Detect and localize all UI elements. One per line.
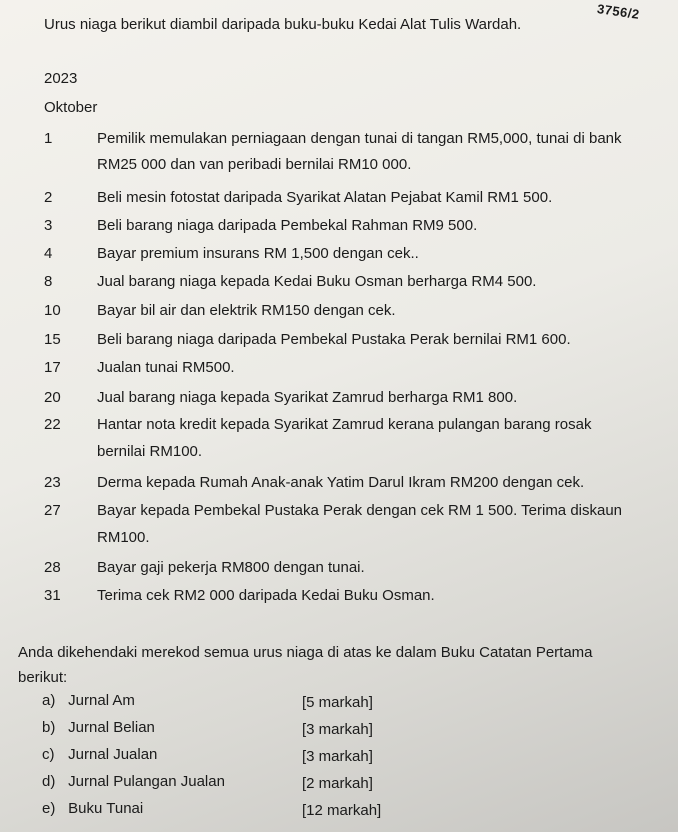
transaction-day: 10 [44,302,61,319]
transaction-desc: Jual barang niaga kepada Kedai Buku Osman berharga RM4 500. [97,273,537,290]
part-marks: [12 markah] [302,802,382,819]
part-marks: [3 markah] [302,721,373,738]
transaction-desc-cont: RM25 000 dan van peribadi bernilai RM10 000. [97,156,412,173]
transaction-day: 15 [44,331,61,348]
transaction-desc: Hantar nota kredit kepada Syarikat Zamrud kerana pulangan barang rosak [97,416,592,433]
transaction-day: 1 [44,130,53,147]
part-letter: d) [42,773,56,790]
part-label: Jurnal Pulangan Jualan [68,773,225,790]
transaction-desc: Beli barang niaga daripada Pembekal Rahman RM9 500. [97,217,478,234]
transaction-desc-cont: bernilai RM100. [97,443,203,460]
transaction-desc-cont: RM100. [97,529,150,546]
intro-text: Urus niaga berikut diambil daripada buku-buku Kedai Alat Tulis Wardah. [44,16,522,33]
part-label: Buku Tunai [68,800,144,817]
task-instruction [18,640,638,690]
part-letter: b) [42,719,56,736]
part-letter: e) [42,800,56,817]
transaction-day: 31 [44,587,61,604]
part-letter: c) [42,746,55,763]
task-line: berikut: [18,669,68,686]
question-part [42,692,135,709]
transaction-day: 23 [44,474,61,491]
transaction-day: 27 [44,502,61,519]
transaction-day: 22 [44,416,61,433]
transaction-day: 17 [44,359,61,376]
transaction-desc: Jual barang niaga kepada Syarikat Zamrud berharga RM1 800. [97,389,518,406]
transaction-day: 20 [44,389,61,406]
transaction-day: 28 [44,559,61,576]
transaction-desc: Beli barang niaga daripada Pembekal Pustaka Perak bernilai RM1 600. [97,331,571,348]
transaction-desc: Bayar bil air dan elektrik RM150 dengan cek. [97,302,396,319]
transaction-desc: Beli mesin fotostat daripada Syarikat Alatan Pejabat Kamil RM1 500. [97,189,553,206]
question-part [42,719,155,736]
transaction-day: 8 [44,273,53,290]
part-label: Jurnal Belian [68,719,155,736]
part-label: Jurnal Jualan [68,746,158,763]
part-letter: a) [42,692,56,709]
transaction-desc: Jualan tunai RM500. [97,359,235,376]
task-line: Anda dikehendaki merekod semua urus niaga di atas ke dalam Buku Catatan Pertama [18,644,593,661]
year-heading: 2023 [44,70,78,87]
transaction-desc: Derma kepada Rumah Anak-anak Yatim Darul Ikram RM200 dengan cek. [97,474,585,491]
part-label: Jurnal Am [68,692,135,709]
transaction-desc: Terima cek RM2 000 daripada Kedai Buku Osman. [97,587,435,604]
transaction-day: 2 [44,189,53,206]
question-part [42,773,225,790]
transaction-day: 3 [44,217,53,234]
part-marks: [3 markah] [302,748,373,765]
transaction-desc: Bayar gaji pekerja RM800 dengan tunai. [97,559,365,576]
part-marks: [2 markah] [302,775,373,792]
question-part [42,746,157,763]
paper-code: 3756/2 [596,1,641,22]
transaction-day: 4 [44,245,53,262]
transaction-desc: Bayar premium insurans RM 1,500 dengan cek.. [97,245,419,262]
part-marks: [5 markah] [302,694,373,711]
transaction-desc: Pemilik memulakan perniagaan dengan tunai di tangan RM5,000, tunai di bank [97,130,622,147]
question-part [42,800,143,817]
month-heading: Oktober [44,99,98,116]
transaction-desc: Bayar kepada Pembekal Pustaka Perak dengan cek RM 1 500. Terima diskaun [97,502,623,519]
